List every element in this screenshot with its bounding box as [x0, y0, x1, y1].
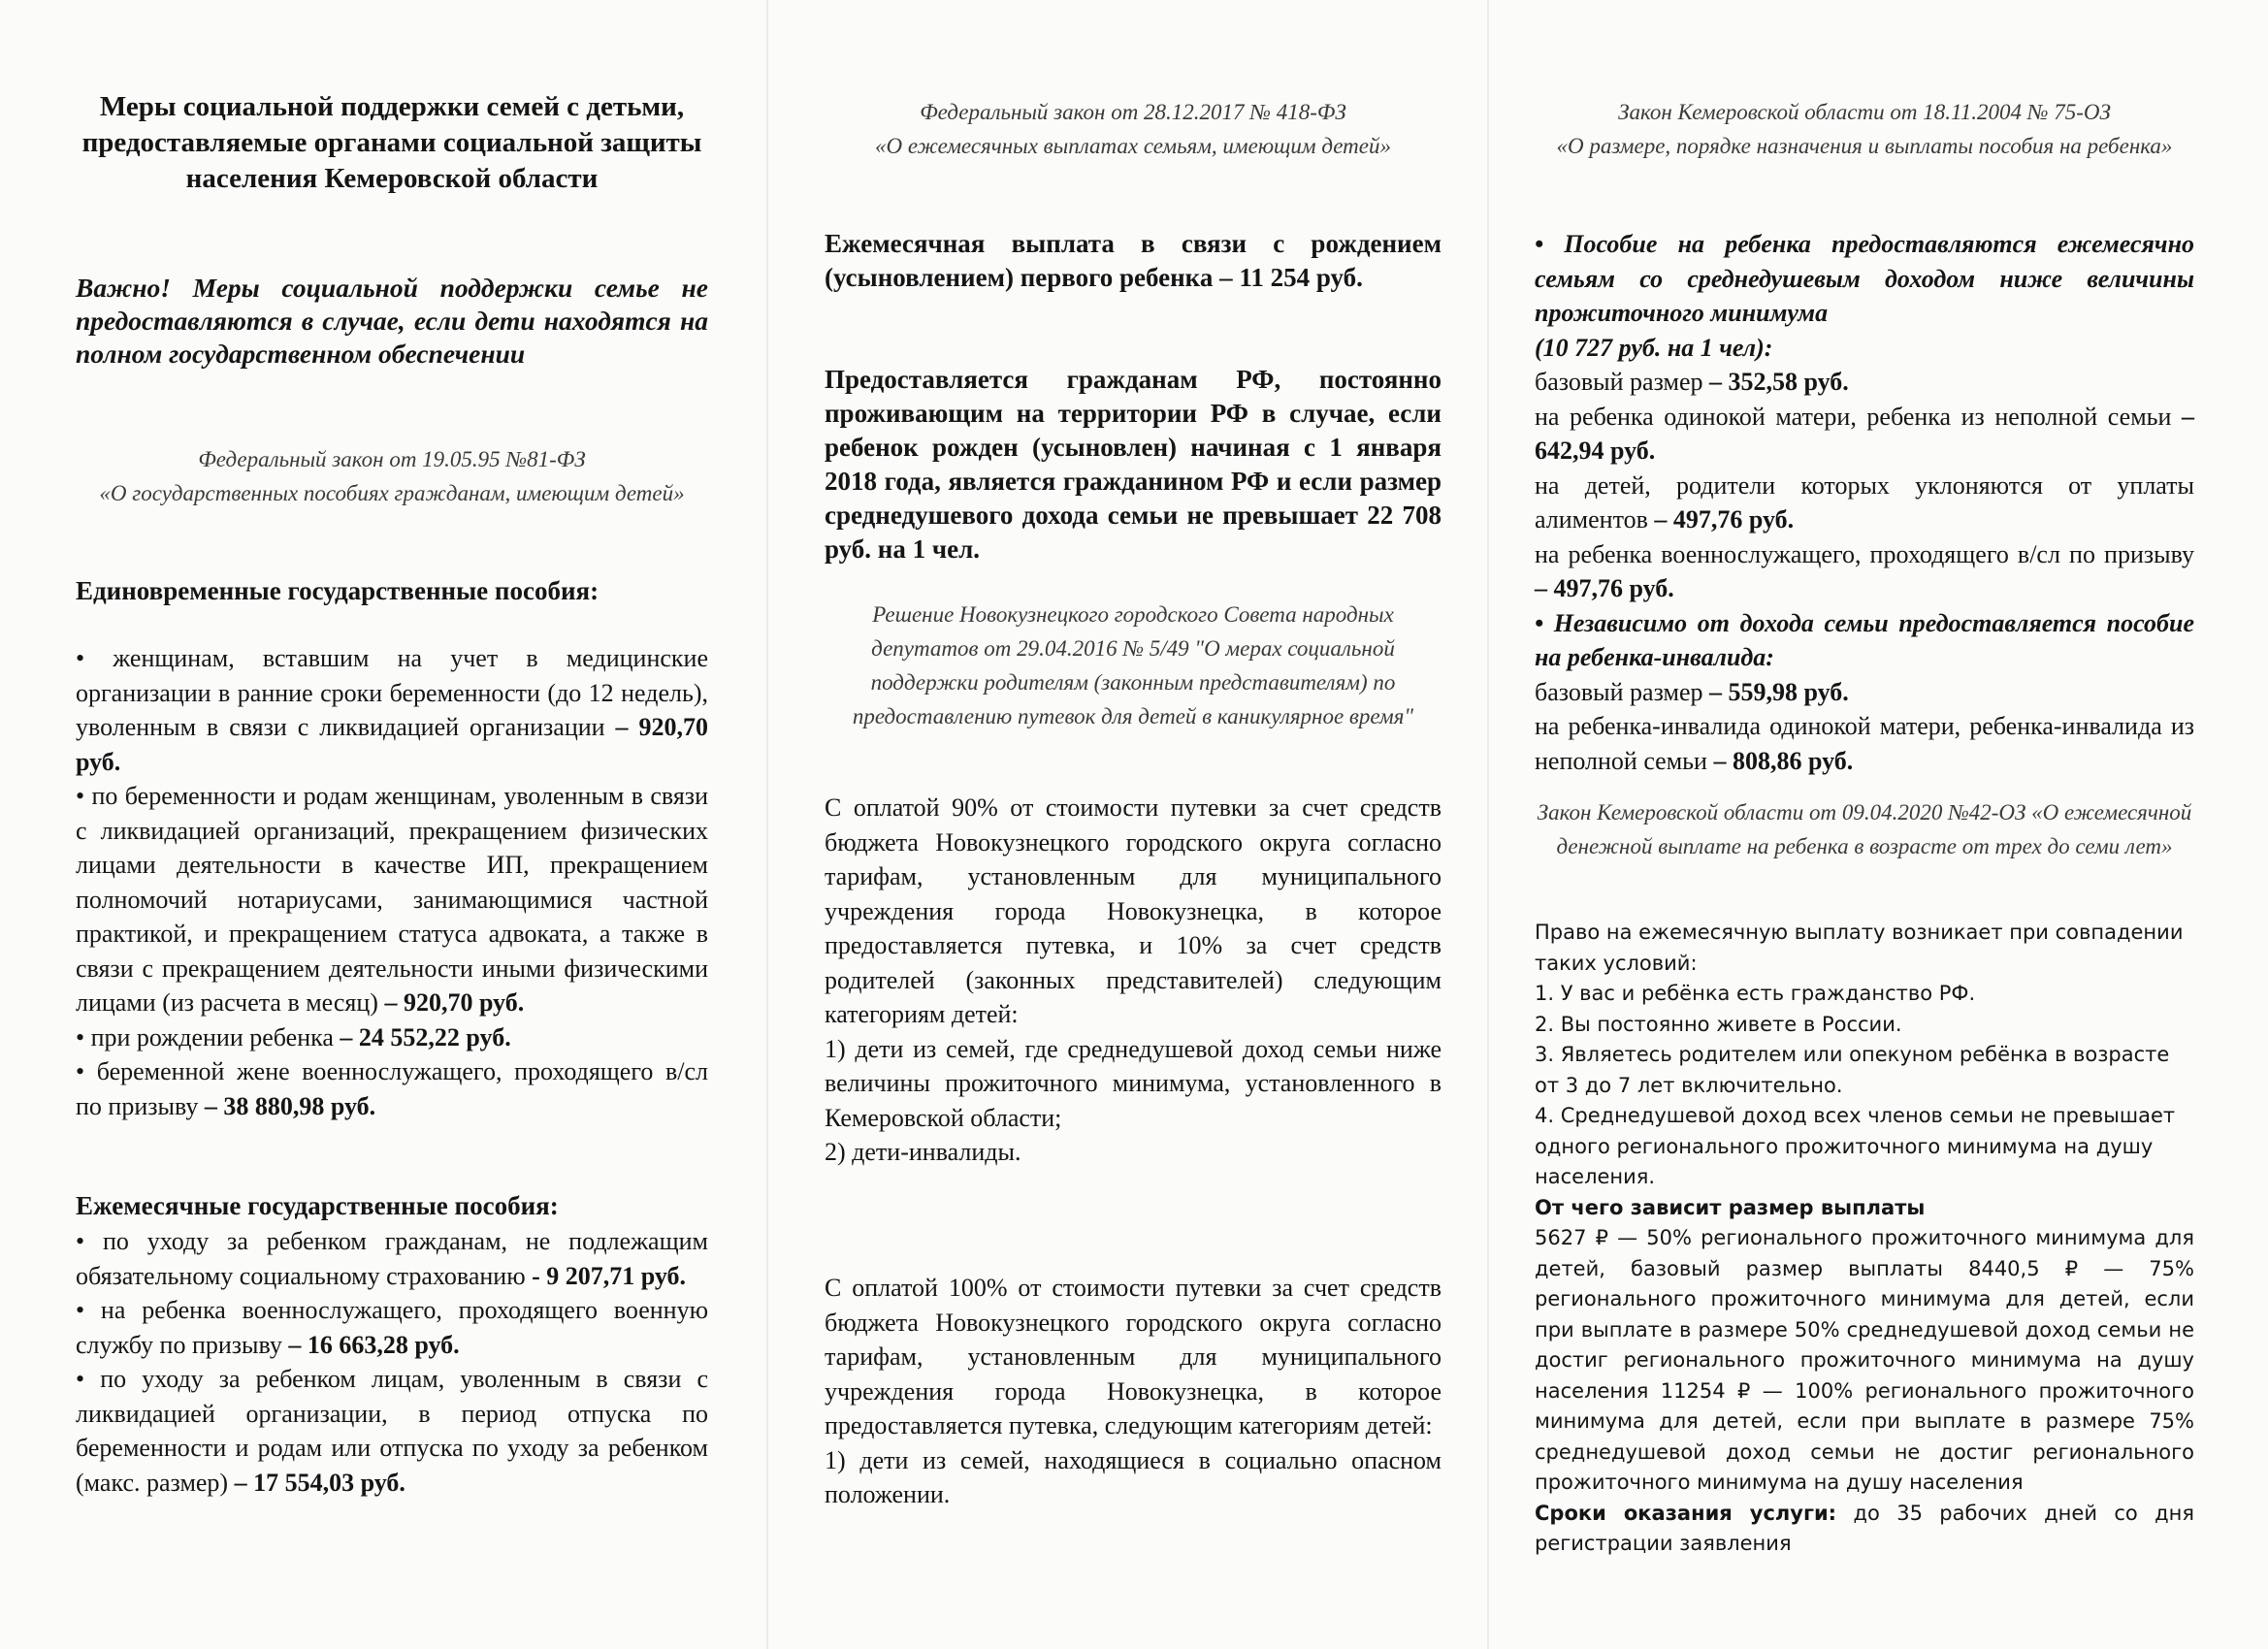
one-time-list	[76, 641, 708, 1123]
law-reference: Федеральный закон от 28.12.2017 № 418-ФЗ «О ежемесячных выплатах семьям, имеющим детей»	[875, 100, 1391, 158]
service-terms: Сроки оказания услуги: до 35 рабочих дней со дня регистрации заявления	[1535, 1501, 2195, 1555]
column-3	[1535, 0, 2194, 1649]
depends-text: 5627 ₽ — 50% регионального прожиточного минимума для детей, базовый размер выплаты 8440,5 ₽ — 75% регионального прожиточного минимума для детей, если при выплате в размере 50% среднедушевой доход семьи не достиг регионального прожиточного минимума на душу населения 11254 ₽ — 100% регионального прожиточного минимума для детей, если при выплате в размере 75% среднедушевой доход семьи не достиг регионального прожиточного минимума на душу населения	[1535, 1226, 2194, 1494]
monthly-heading: Ежемесячные государственные пособия:	[76, 1191, 559, 1220]
monthly-payment-conditions: Право на ежемесячную выплату возникает при совпадении таких условий: 1. У вас и ребёнка есть гражданство РФ. 2. Вы постоянно живете в России. 3. Являетесь родителем или опекуном ребёнка в возрасте от 3 до 7 лет включительно. 4. Среднедушевой доход всех членов семьи не превышает одного регионального прожиточного минимума на душу населения. От чего зависит размер выплаты 5627 ₽ — 50% регионального прожиточного минимума для детей, базовый размер выплаты 8440,5 ₽ — 75% регионального прожиточного минимума для детей, если при выплате в размере 50% среднедушевой доход семьи не достиг регионального прожиточного минимума на душу населения 11254 ₽ — 100% регионального прожиточного минимума для детей, если при выплате в размере 75% среднедушевой доход семьи не достиг регионального прожиточного минимума на душу населения Сроки оказания услуги: до 35 рабочих дней со дня регистрации заявления	[1535, 918, 2194, 1560]
list-item: 1. У вас и ребёнка есть гражданство РФ.	[1535, 982, 1976, 1005]
list-item: • на ребенка военнослужащего, проходящего военную службу по призыву – 16 663,28 руб.	[76, 1296, 708, 1359]
list-item: • по беременности и родам женщинам, уволенным в связи с ликвидацией организаций, прекращением физических лицами деятельности в качестве ИП, прекращением полномочий нотариусами, занимающимися частной практикой, и прекращением статуса адвоката, а также в связи с прекращением деятельности иными физическими лицами (из расчета в месяц) – 920,70 руб.	[76, 782, 708, 1017]
important-note: Важно! Меры социальной поддержки семье не предоставляются в случае, если дети находятся на полном государственном обеспечении	[76, 273, 708, 369]
list-item: на ребенка-инвалида одинокой матери, ребенка-инвалида из неполной семьи – 808,86 руб.	[1535, 712, 2194, 775]
eligibility-text: Предоставляется гражданам РФ, постоянно проживающим на территории РФ в случае, если ребенок рожден (усыновлен) начиная с 1 января 2018 года, является гражданином РФ и если размер среднедушевого дохода семьи не превышает 22 708 руб. на 1 чел.	[825, 365, 1442, 564]
voucher-90-text: С оплатой 90% от стоимости путевки за счет средств бюджета Новокузнецкого городского округа согласно тарифам, установленным для муниципального учреждения города Новокузнецка, в которое предоставляется путевка, и 10% за счет средств родителей (законных представителей) следующим категориям детей: 1) дети из семей, где среднедушевой доход семьи ниже величины прожиточного минимума, установленного в Кемеровской области; 2) дети-инвалиды.	[825, 793, 1442, 1166]
list-item: базовый размер – 352,58 руб.	[1535, 368, 1849, 396]
list-item: • по уходу за ребенком лицам, уволенным в связи с ликвидацией организации, в период отпуска по беременности и родам или отпуска по уходу за ребенком (макс. размер) – 17 554,03 руб.	[76, 1365, 708, 1497]
depends-heading: От чего зависит размер выплаты	[1535, 1195, 1926, 1219]
fold-line	[1487, 0, 1489, 1649]
monthly-payment: Ежемесячная выплата в связи с рождением (усыновлением) первого ребенка – 11 254 руб.	[825, 229, 1442, 292]
child-allowance: • Пособие на ребенка предоставляются ежемесячно семьям со среднедушевым доходом ниже величины прожиточного минимума (10 727 руб. на 1 чел): базовый размер – 352,58 руб. на ребенка одинокой матери, ребенка из неполной семьи – 642,94 руб. на детей, родители которых уклоняются от уплаты алиментов – 497,76 руб. на ребенка военнослужащего, проходящего в/сл по призыву – 497,76 руб. • Независимо от дохода семьи предоставляется пособие на ребенка-инвалида: базовый размер – 559,98 руб. на ребенка-инвалида одинокой матери, ребенка-инвалида из неполной семьи – 808,86 руб.	[1535, 227, 2194, 778]
list-item: 4. Среднедушевой доход всех членов семьи не превышает одного регионального прожиточного минимума на душу населения.	[1535, 1104, 2176, 1188]
list-item: базовый размер – 559,98 руб.	[1535, 677, 1849, 706]
voucher-100-text: С оплатой 100% от стоимости путевки за счет средств бюджета Новокузнецкого городского округа согласно тарифам, установленным для муниципального учреждения города Новокузнецка, в которое предоставляется путевка, следующим категориям детей: 1) дети из семей, находящиеся в социально опасном положении.	[825, 1274, 1442, 1508]
list-item: • беременной жене военнослужащего, проходящего в/сл по призыву – 38 880,98 руб.	[76, 1057, 708, 1120]
column-1	[76, 0, 708, 1649]
law-reference: Федеральный закон от 19.05.95 №81-ФЗ «О государственных пособиях гражданам, имеющим детей»	[99, 447, 685, 505]
list-item: • по уходу за ребенком гражданам, не подлежащим обязательному социальному страхованию - 9 207,71 руб.	[76, 1227, 708, 1290]
page-title: Меры социальной поддержки семей с детьми, предоставляемые органами социальной защиты населения Кемеровской области	[81, 91, 702, 194]
law-reference: Закон Кемеровской области от 09.04.2020 №42-ОЗ «О ежемесячной денежной выплате на ребенка в возрасте от трех до семи лет»	[1537, 800, 2192, 858]
list-item: 2. Вы постоянно живете в России.	[1535, 1012, 1902, 1036]
law-reference: Решение Новокузнецкого городского Совета народных депутатов от 29.04.2016 № 5/49 "О мерах социальной поддержки родителям (законным представителям) по предоставлению путевок для детей в каникулярное время"	[852, 602, 1414, 728]
monthly-list	[76, 1224, 708, 1500]
list-item: • женщинам, вставшим на учет в медицинские организации в ранние сроки беременности (до 12 недель), уволенным в связи с ликвидацией организации – 920,70 руб.	[76, 644, 708, 776]
law-reference: Закон Кемеровской области от 18.11.2004 № 75-ОЗ «О размере, порядке назначения и выплаты пособия на ребенка»	[1556, 100, 2173, 158]
list-item: на ребенка одинокой матери, ребенка из неполной семьи – 642,94 руб.	[1535, 402, 2194, 465]
list-item: 3. Являетесь родителем или опекуном ребёнка в возрасте от 3 до 7 лет включительно.	[1535, 1043, 2170, 1097]
list-item: на детей, родители которых уклоняются от уплаты алиментов – 497,76 руб.	[1535, 470, 2194, 534]
column-2	[825, 0, 1442, 1649]
one-time-heading: Единовременные государственные пособия:	[76, 576, 599, 605]
list-item: на ребенка военнослужащего, проходящего в/сл по призыву – 497,76 руб.	[1535, 539, 2194, 602]
list-item: • при рождении ребенка – 24 552,22 руб.	[76, 1022, 511, 1051]
fold-line	[766, 0, 768, 1649]
